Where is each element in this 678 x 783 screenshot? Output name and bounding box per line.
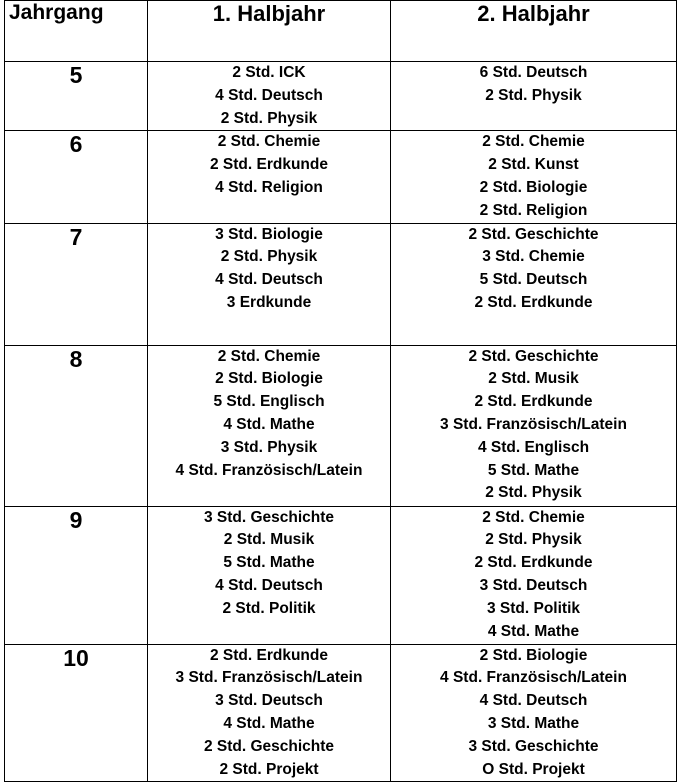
jahrgang-cell: 6	[5, 131, 148, 223]
schedule-body	[5, 62, 677, 782]
table-row	[5, 506, 677, 644]
subject-entry: 2 Std. Chemie	[217, 133, 321, 151]
subject-entry: 2 Std. Chemie	[482, 133, 585, 151]
subject-entry: O Std. Projekt	[482, 760, 585, 778]
subject-entry: 4 Std. Französisch/Latein	[175, 461, 363, 479]
subject-entry: 2 Std. Biologie	[479, 178, 588, 196]
jahrgang-cell: 7	[5, 223, 148, 345]
subject-entry: 2 Std. Musik	[223, 531, 315, 549]
subject-entry: 3 Std. Geschichte	[203, 508, 335, 526]
subject-entry: 2 Std. Physik	[485, 531, 582, 549]
table-row	[5, 345, 677, 506]
subject-entry: 2 Std. Chemie	[482, 508, 585, 526]
subject-entry: 2 Std. Physik	[220, 248, 318, 266]
subject-entry: 2 Std. Erdkunde	[474, 293, 593, 311]
subject-entry: 3 Std. Geschichte	[468, 737, 599, 755]
subject-entry: 2 Std. Kunst	[488, 156, 579, 174]
subject-entry: 2 Std. Projekt	[219, 760, 319, 778]
halbjahr-2-cell	[391, 62, 677, 131]
subject-entry: 2 Std. Biologie	[479, 646, 588, 664]
header-halbjahr-1: 1. Halbjahr	[148, 1, 391, 62]
subject-entry: 2 Std. Erdkunde	[210, 646, 328, 664]
subject-entry: 2 Std. Geschichte	[468, 347, 599, 365]
subject-entry: 3 Std. Politik	[486, 599, 580, 617]
subject-entry: 2 Std. Erdkunde	[474, 393, 593, 411]
halbjahr-2-cell	[391, 644, 677, 782]
subject-entry: 4 Std. Deutsch	[479, 692, 588, 710]
halbjahr-2-cell	[391, 506, 677, 644]
subject-entry: 5 Std. Mathe	[223, 554, 315, 572]
subject-entry: 2 Std. Chemie	[217, 347, 321, 365]
subject-entry: 4 Std. Mathe	[487, 622, 580, 640]
halbjahr-1-cell	[148, 223, 391, 345]
subject-entry: 2 Std. Physik	[220, 109, 318, 127]
jahrgang-cell: 9	[5, 506, 148, 644]
subject-entry: 4 Std. Französisch/Latein	[440, 669, 627, 687]
halbjahr-1-cell	[148, 345, 391, 506]
halbjahr-1-cell	[148, 644, 391, 782]
subject-entry: 6 Std. Deutsch	[479, 64, 588, 81]
header-jahrgang: Jahrgang	[5, 1, 148, 62]
subject-entry: 4 Std. Mathe	[223, 714, 315, 732]
halbjahr-2-cell	[391, 131, 677, 223]
halbjahr-1-cell	[148, 131, 391, 223]
subject-entry: 4 Std. Deutsch	[215, 271, 323, 289]
subject-entry: 5 Std. Deutsch	[479, 271, 588, 289]
halbjahr-2-cell	[391, 223, 677, 345]
subject-entry: 2 Std. Erdkunde	[474, 554, 593, 572]
table-row	[5, 131, 677, 223]
schedule-table	[4, 0, 677, 782]
subject-entry: 2 Std. ICK	[232, 64, 306, 81]
subject-entry: 3 Std. Französisch/Latein	[175, 669, 363, 687]
subject-entry: 2 Std. Physik	[485, 86, 582, 104]
table-row	[5, 62, 677, 131]
subject-entry: 2 Std. Geschichte	[203, 737, 335, 755]
header-row	[5, 1, 677, 62]
subject-entry: 5 Std. Mathe	[487, 461, 580, 479]
table-row	[5, 223, 677, 345]
subject-entry: 4 Std. Mathe	[223, 415, 315, 433]
subject-entry: 4 Std. Deutsch	[215, 86, 323, 104]
subject-entry: 4 Std. Englisch	[477, 438, 590, 456]
table-row	[5, 644, 677, 782]
subject-entry: 3 Std. Deutsch	[215, 692, 323, 710]
subject-entry: 2 Std. Musik	[488, 370, 579, 388]
jahrgang-cell: 5	[5, 62, 148, 131]
jahrgang-cell: 10	[5, 644, 148, 782]
subject-entry: 3 Std. Physik	[220, 438, 318, 456]
subject-entry: 3 Std. Deutsch	[479, 576, 588, 594]
halbjahr-1-cell	[148, 506, 391, 644]
subject-entry: 2 Std. Religion	[479, 201, 588, 219]
subject-entry: 2 Std. Biologie	[215, 370, 323, 388]
subject-entry: 3 Std. Französisch/Latein	[440, 415, 627, 433]
subject-entry: 3 Erdkunde	[226, 293, 312, 311]
subject-entry: 3 Std. Biologie	[215, 225, 323, 243]
subject-entry: 2 Std. Geschichte	[468, 225, 599, 243]
subject-entry: 2 Std. Erdkunde	[210, 156, 328, 174]
subject-entry: 2 Std. Physik	[485, 484, 582, 502]
subject-entry: 4 Std. Deutsch	[215, 576, 323, 594]
subject-entry: 3 Std. Chemie	[482, 248, 585, 266]
jahrgang-cell: 8	[5, 345, 148, 506]
subject-entry: 2 Std. Politik	[222, 599, 316, 617]
header-halbjahr-2: 2. Halbjahr	[391, 1, 677, 62]
halbjahr-2-cell	[391, 345, 677, 506]
halbjahr-1-cell	[148, 62, 391, 131]
subject-entry: 5 Std. Englisch	[213, 393, 325, 411]
subject-entry: 4 Std. Religion	[215, 178, 323, 196]
subject-entry: 3 Std. Mathe	[487, 714, 580, 732]
